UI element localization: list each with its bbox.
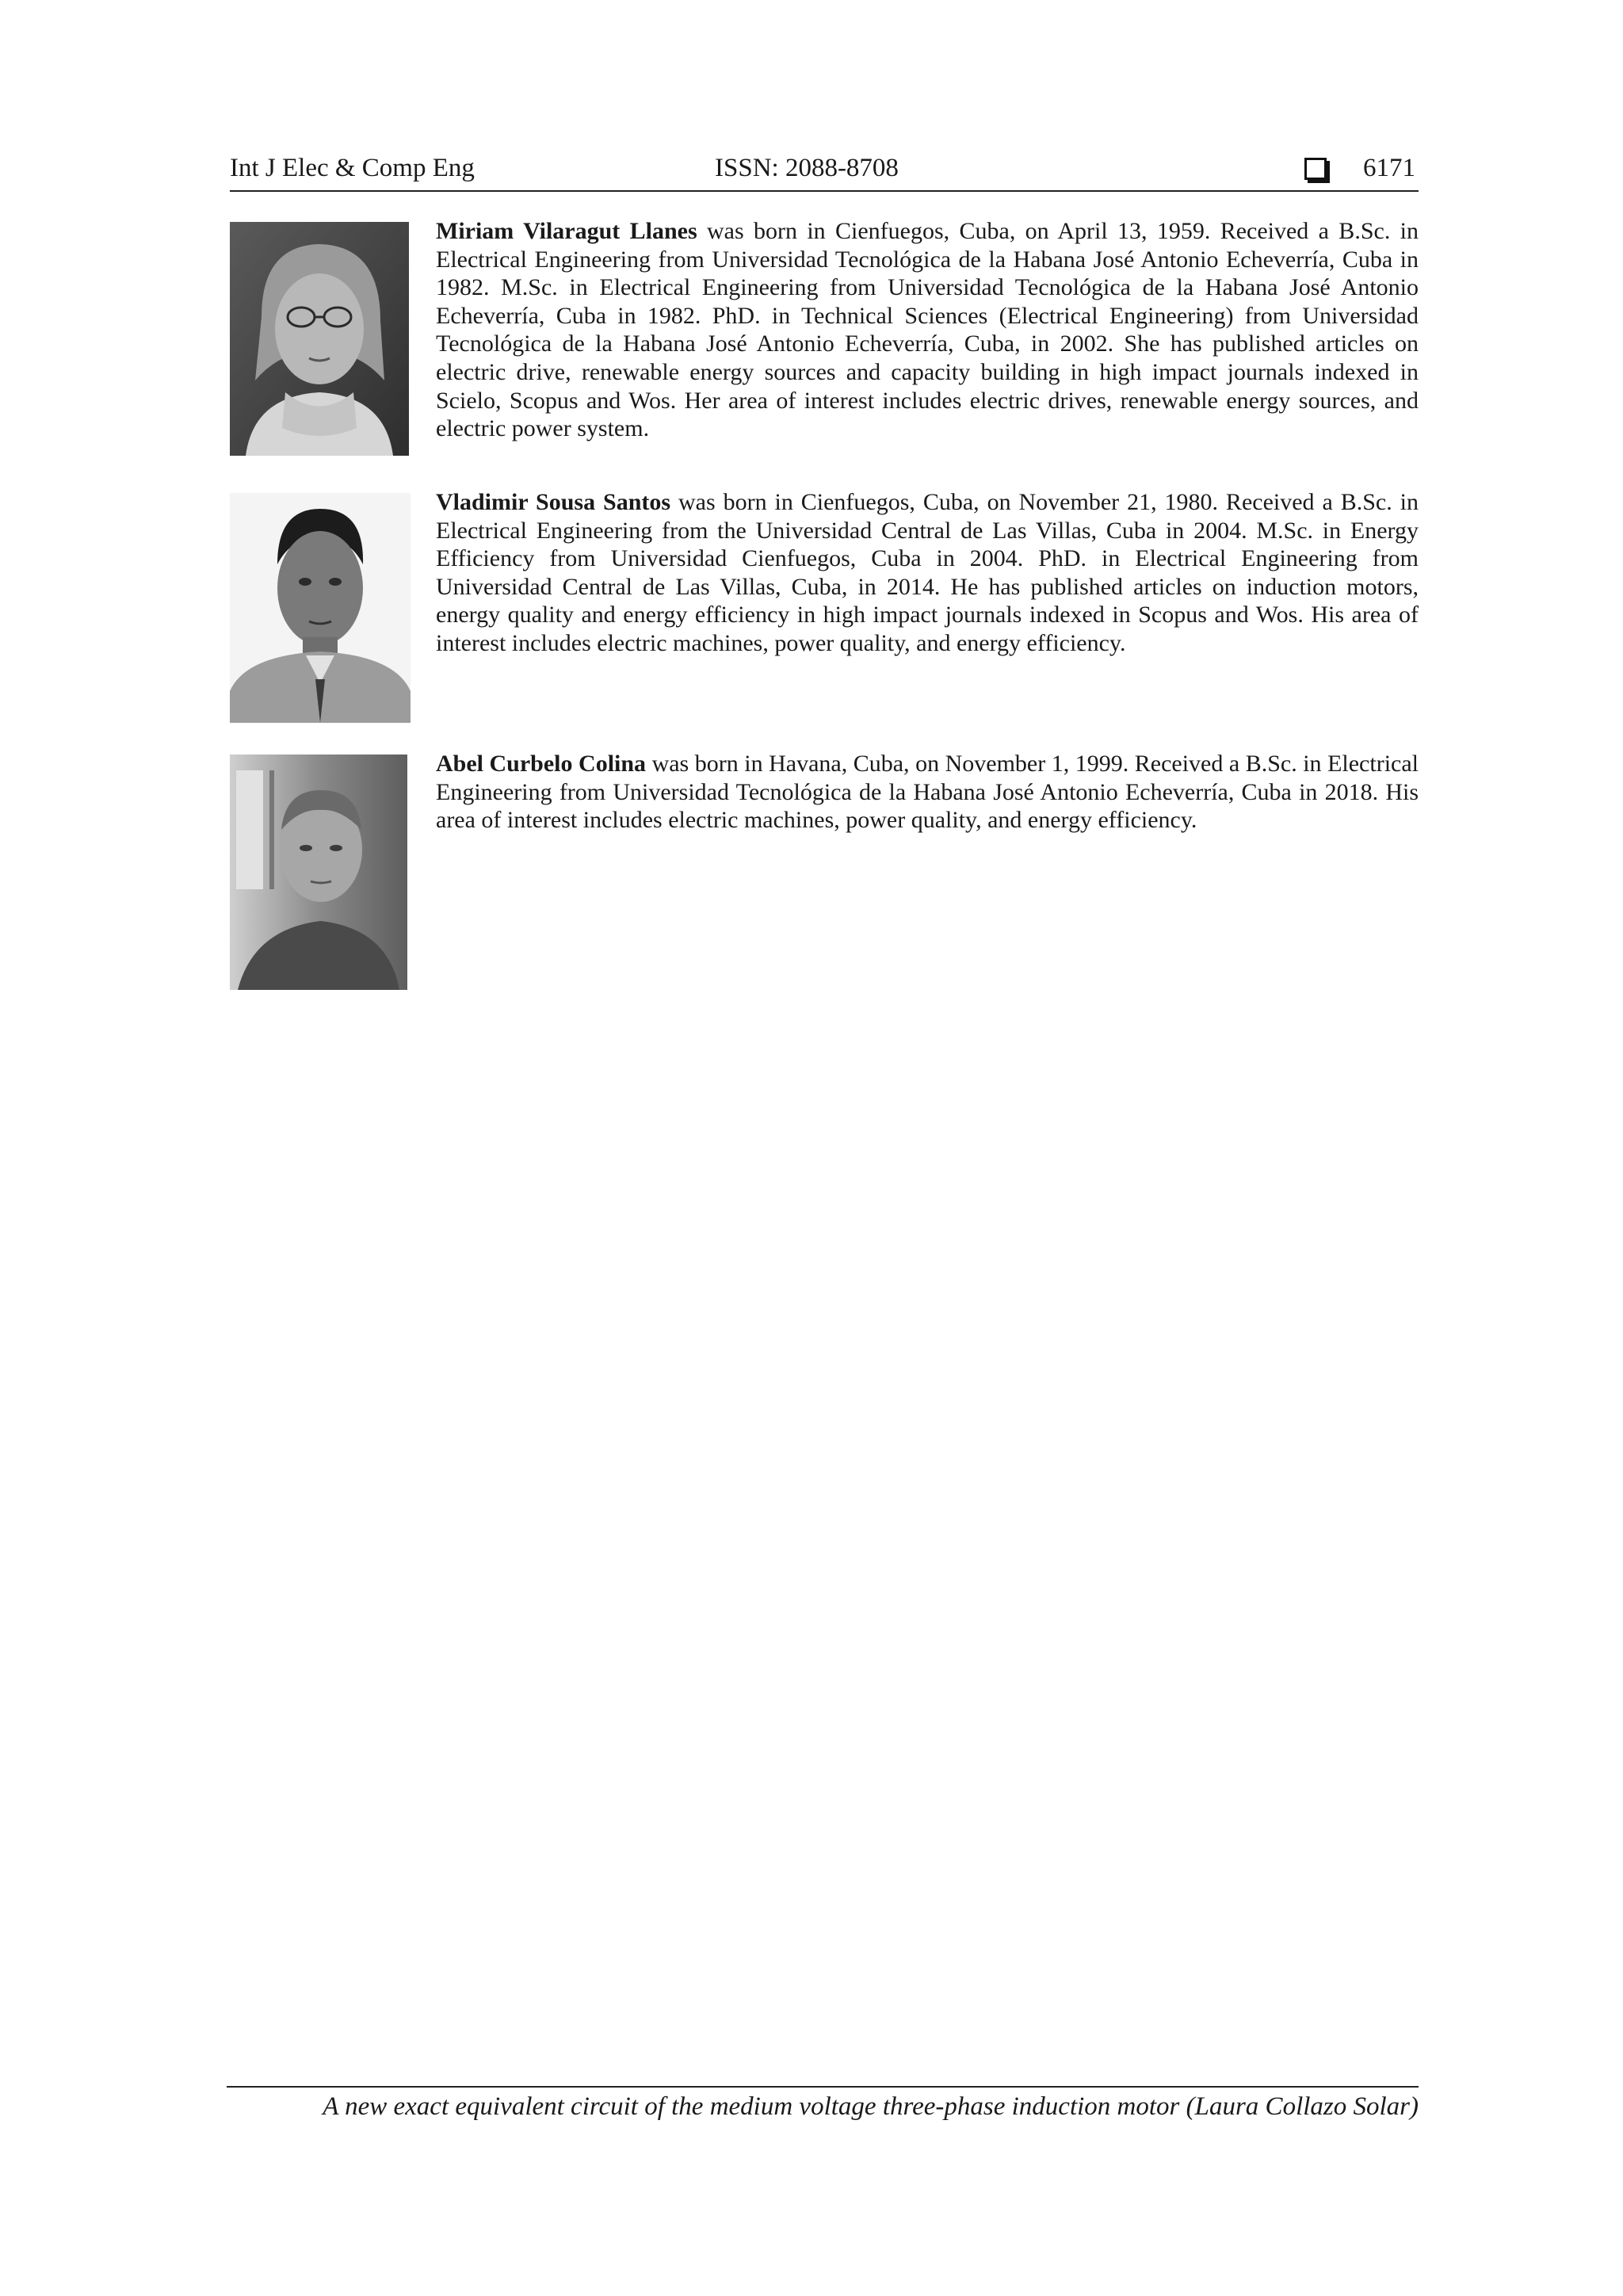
author-bio-2 — [230, 489, 1419, 723]
bio-text-3 — [436, 750, 1419, 835]
portrait-woman-icon — [230, 222, 409, 456]
bio-text-2 — [436, 488, 1419, 658]
journal-name: Int J Elec & Comp Eng — [230, 154, 475, 182]
author-bio-1 — [230, 218, 1419, 456]
author-name-3: Abel Curbelo Colina — [436, 751, 647, 777]
bio-text-1 — [436, 217, 1419, 443]
page-footer — [227, 2086, 1419, 2122]
bio-body-3: was born in Havana, Cuba, on November 1, 1999. Received a B.Sc. in Electrical Engineering from Universidad Tecnológica de la Habana José Antonio Echeverría, Cuba in 2018. His area of interest includes electric machines, power quality, and energy efficiency. — [436, 751, 1419, 834]
author-photo-3 — [230, 755, 407, 990]
author-name-1: Miriam Vilaragut Llanes — [436, 218, 697, 244]
page-header — [230, 151, 1419, 192]
portrait-man-icon — [230, 493, 411, 723]
author-bio-3 — [230, 751, 1419, 990]
author-photo-1 — [230, 222, 409, 456]
issn: ISSN: 2088-8708 — [715, 154, 899, 182]
running-title: A new exact equivalent circuit of the medium voltage three-phase induction motor (Laura Collazo Solar) — [323, 2092, 1419, 2121]
bio-body-2: was born in Cienfuegos, Cuba, on November 21, 1980. Received a B.Sc. in Electrical Engineering from the Universidad Central de Las Villas, Cuba in 2004. M.Sc. in Energy Efficiency from Universidad Cienfuegos, Cuba in 2004. PhD. in Electrical Engineering from Universidad Central de Las Villas, Cuba, in 2014. He has published articles on induction motors, energy quality and energy efficiency in high impact journals indexed in Scopus and Wos. His area of interest includes electric machines, power quality, and energy efficiency. — [436, 489, 1419, 656]
author-name-2: Vladimir Sousa Santos — [436, 489, 671, 515]
portrait-young-man-icon — [230, 755, 407, 990]
author-photo-2 — [230, 493, 411, 723]
bio-body-1: was born in Cienfuegos, Cuba, on April 13, 1959. Received a B.Sc. in Electrical Engineering from Universidad Tecnológica de la Habana José Antonio Echeverría, Cuba in 1982. M.Sc. in Electrical Engineering from Universidad Tecnológica de la Habana José Antonio Echeverría, Cuba in 1982. PhD. in Technical Sciences (Electrical Engineering) from Universidad Tecnológica de la Habana José Antonio Echeverría, Cuba, in 2002. She has published articles on electric drive, renewable energy sources and capacity building in high impact journals indexed in Scielo, Scopus and Wos. Her area of interest includes electric drives, renewable energy sources, and electric power system. — [436, 218, 1419, 442]
square-bullet-icon — [1304, 158, 1327, 180]
page-number: 6171 — [1363, 154, 1415, 182]
